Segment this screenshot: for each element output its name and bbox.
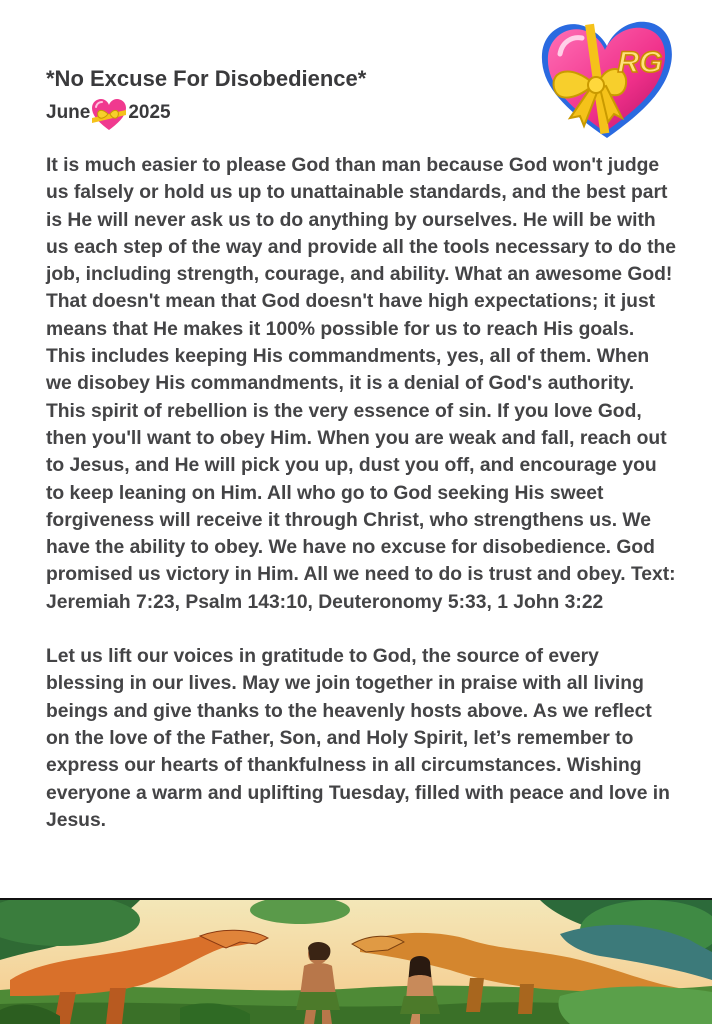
date-line [46, 98, 676, 128]
body-paragraph-1: It is much easier to please God than man because God won't judge us falsely or hold us up to unattainable standards, and the best part is He will never ask us to do anything by ourselves. He will be with us each step of the way and provide all the tools necessary to do the job, including strength, courage, and ability. What an awesome God! That doesn't mean that God doesn't have high expectations; it just means that He makes it 100% possible for us to reach His goals. This includes keeping His commandments, yes, all of them. When we disobey His commandments, it is a denial of God's authority. This spirit of rebellion is the very essence of sin. If you love God, then you'll want to obey Him. When you are weak and fall, reach out to Jesus, and He will pick you up, dust you off, and encourage you to keep leaning on Him. All who go to God seeking His sweet forgiveness will receive it through Christ, who strengthens us. We have the ability to obey. We have no excuse for disobedience. God promised us victory in Him. All we need to do is trust and obey. Text: Jeremiah 7:23, Psalm 143:10, Deuteronomy 5:33, 1 John 3:22 [46, 155, 677, 613]
dinosaur-jungle-illustration [0, 900, 712, 1024]
logo-text: RG [617, 46, 663, 79]
document-title: *No Excuse For Disobedience* [46, 66, 367, 91]
document-body [46, 64, 676, 834]
date-year: 2025 [128, 102, 171, 123]
heart-ribbon-icon [90, 98, 128, 132]
body-paragraph-2: Let us lift our voices in gratitude to God, the source of every blessing in our lives. May we join together in praise with all living beings and give thanks to the heavenly hosts above. As we reflect on the love of the Father, Son, and Holy Spirit, let’s remember to express our hearts of thankfulness in all circumstances. Wishing everyone a warm and uplifting Tuesday, filled with peace and love in Jesus. [46, 646, 670, 831]
date-month: June [46, 102, 91, 123]
